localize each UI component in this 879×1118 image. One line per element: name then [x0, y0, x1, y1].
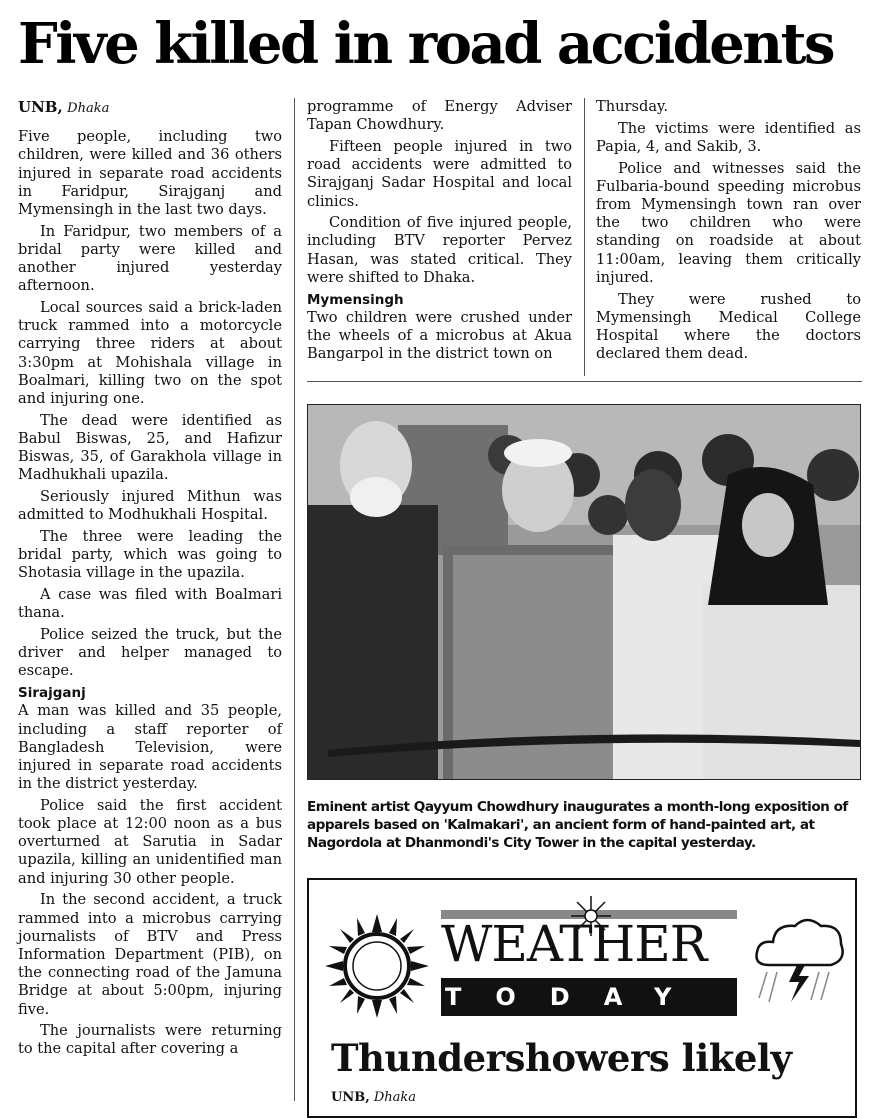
paragraph: The dead were identified as Babul Biswas, 25, and Hafizur Biswas, 35, of Garakhola village in Madhukhali upazila.: [18, 411, 282, 484]
paragraph: Local sources said a brick-laden truck rammed into a motorcycle carrying three riders at about 3:30pm at Mohishala village in Boalmari, killing two on the spot and injuring one.: [18, 299, 282, 408]
weather-headline: Thundershowers likely: [331, 1036, 792, 1080]
dateline-agency: UNB,: [18, 98, 63, 116]
weather-dateline-place: Dhaka: [373, 1090, 417, 1105]
thundercloud-icon: [749, 910, 849, 1010]
paragraph: A man was killed and 35 people, including a staff reporter of Bangladesh Television, were injured in separate road accidents in the district yesterday.: [18, 702, 282, 793]
article-column-2: [307, 98, 572, 367]
paragraph: They were rushed to Mymensingh Medical College Hospital where the doctors declared them dead.: [596, 290, 861, 363]
paragraph: The three were leading the bridal party, which was going to Shotasia village in the upazila.: [18, 527, 282, 582]
article-column-1: [18, 98, 282, 1062]
paragraph: Fifteen people injured in two road accidents were admitted to Sirajganj Sadar Hospital and local clinics.: [307, 137, 572, 210]
paragraph: Police seized the truck, but the driver and helper managed to escape.: [18, 625, 282, 680]
weather-dateline-agency: UNB,: [331, 1090, 370, 1105]
paragraph: Thursday.: [596, 98, 668, 115]
column-rule: [584, 98, 585, 376]
weather-dateline: [331, 1090, 416, 1105]
paragraph: The victims were identified as Papia, 4, and Sakib, 3.: [596, 119, 861, 155]
paragraph: Condition of five injured people, including BTV reporter Pervez Hasan, was stated critical. They were shifted to Dhaka.: [307, 214, 572, 286]
paragraph: A case was filed with Boalmari thana.: [18, 586, 282, 622]
paragraph: Five people, including two children, were killed and 36 others injured in separate road accidents in Faridpur, Sirajganj and Mymensingh in the last two days.: [18, 128, 282, 219]
paragraph: programme of Energy Adviser Tapan Chowdhury.: [307, 98, 572, 134]
news-photo: [307, 404, 861, 780]
article-column-3: [596, 98, 861, 367]
subhead-mymensingh: Mymensingh: [307, 291, 404, 308]
dateline: [18, 98, 282, 118]
weather-title: WEATHER: [441, 915, 707, 973]
paragraph: In Faridpur, two members of a bridal party were killed and another injured yesterday afternoon.: [18, 222, 282, 295]
headline: Five killed in road accidents: [18, 11, 834, 77]
paragraph: Two children were crushed under the wheels of a microbus at Akua Bangarpol in the district town on: [307, 308, 572, 363]
photo-caption: Eminent artist Qayyum Chowdhury inaugurates a month-long exposition of apparels based on 'Kalmakari', an ancient form of hand-painted art, at Nagordola at Dhanmondi's City Tower in the capital yesterday.: [307, 799, 848, 851]
weather-box: [307, 878, 857, 1118]
paragraph: Police and witnesses said the Fulbaria-bound speeding microbus from Mymensingh town ran over the two children who were standing on roadside at about 11:00am, leaving them critically injured.: [596, 159, 861, 286]
paragraph: In the second accident, a truck rammed into a microbus carrying journalists of BTV and Press Information Department (PIB), on the connecting road of the Jamuna Bridge at about 5:00pm, injuring five.: [18, 891, 282, 1018]
section-rule: [307, 381, 862, 382]
paragraph: Police said the first accident took place at 12:00 noon as a bus overturned at Sarutia in Sadar upazila, killing an unidentified man and injuring 30 other people.: [18, 796, 282, 887]
column-rule: [294, 98, 295, 1101]
paragraph: The journalists were returning to the capital after covering a: [18, 1022, 282, 1058]
sun-icon: [325, 914, 429, 1018]
weather-subtitle: TODAY: [445, 983, 706, 1011]
paragraph: Seriously injured Mithun was admitted to Modhukhali Hospital.: [18, 488, 282, 524]
subhead-sirajganj: Sirajganj: [18, 685, 86, 702]
photo-illustration: [308, 405, 860, 779]
dateline-place: Dhaka: [67, 101, 110, 116]
